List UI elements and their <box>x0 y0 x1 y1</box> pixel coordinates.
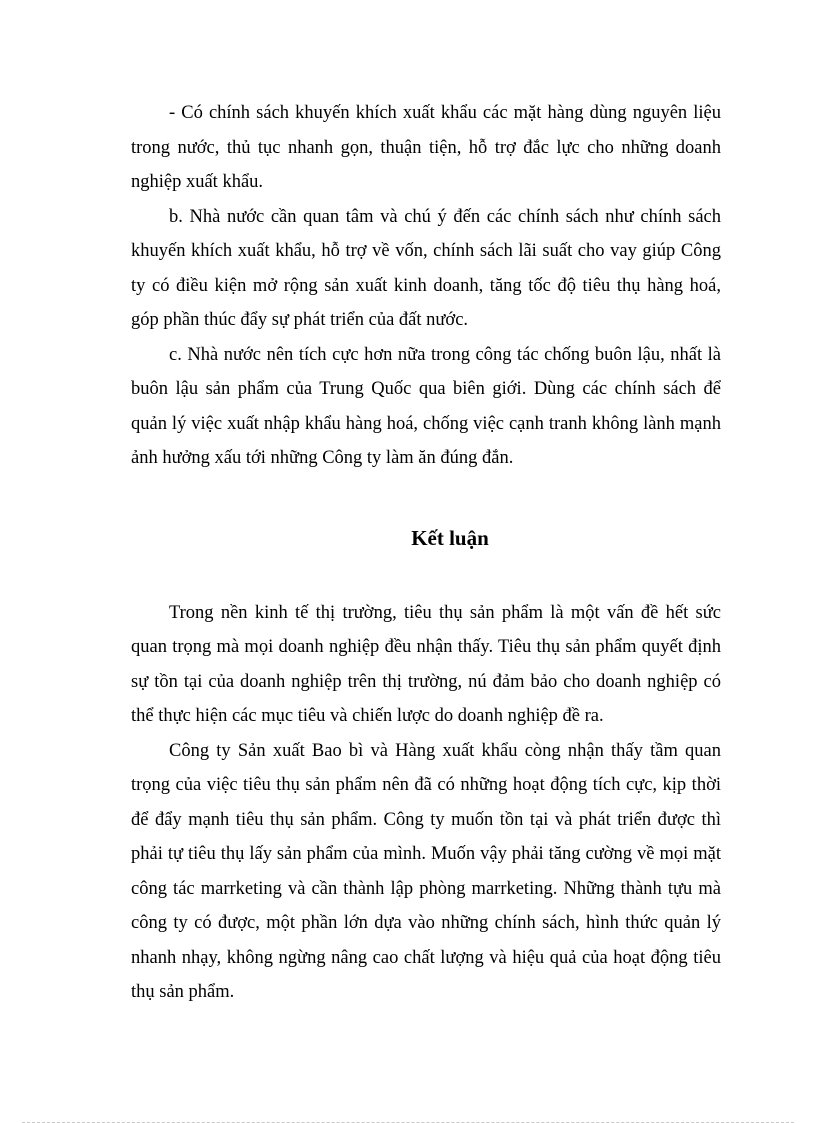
paragraph-export-policy: - Có chính sách khuyến khích xuất khẩu các mặt hàng dùng nguyên liệu trong nước, thủ tục nhanh gọn, thuận tiện, hỗ trợ đắc lực cho những doanh nghiệp xuất khẩu. <box>131 103 721 192</box>
paragraph-conclusion-market: Trong nền kinh tế thị trường, tiêu thụ sản phẩm là một vấn đề hết sức quan trọng mà mọi doanh nghiệp đều nhận thấy. Tiêu thụ sản phẩm quyết định sự tồn tại của doanh nghiệp trên thị trường, nú đảm bảo cho doanh nghiệp có thể thực hiện các mục tiêu và chiến lược do doanh nghiệp đề ra. <box>131 602 721 726</box>
paragraph-anti-smuggling: c. Nhà nước nên tích cực hơn nữa trong công tác chống buôn lậu, nhất là buôn lậu sản phẩm của Trung Quốc qua biên giới. Dùng các chính sách để quản lý việc xuất nhập khẩu hàng hoá, chống việc cạnh tranh không lành mạnh ảnh hưởng xấu tới những Công ty làm ăn đúng đắn. <box>131 344 721 468</box>
paragraph-conclusion-company: Công ty Sản xuất Bao bì và Hàng xuất khẩu còng nhận thấy tầm quan trọng của việc tiêu thụ sản phẩm nên đã có những hoạt động tích cực, kịp thời để đẩy mạnh tiêu thụ sản phẩm. Công ty muốn tồn tại và phát triển được thì phải tự tiêu thụ lấy sản phẩm của mình. Muốn vậy phải tăng cường về mọi mặt công tác marrketing và cần thành lập phòng marrketing. Những thành tựu mà công ty có được, một phần lớn dựa vào những chính sách, hình thức quản lý nhanh nhạy, không ngừng nâng cao chất lượng và hiệu quả của hoạt động tiêu thụ sản phẩm. <box>131 740 721 1002</box>
document-body <box>131 96 721 1010</box>
paragraph-state-support: b. Nhà nước cần quan tâm và chú ý đến các chính sách như chính sách khuyến khích xuất khẩu, hỗ trợ về vốn, chính sách lãi suất cho vay giúp Công ty có điều kiện mở rộng sản xuất kinh doanh, tăng tốc độ tiêu thụ hàng hoá, góp phần thúc đẩy sự phát triển của đất nước. <box>131 206 721 330</box>
section-heading-conclusion: Kết luận <box>411 525 489 550</box>
